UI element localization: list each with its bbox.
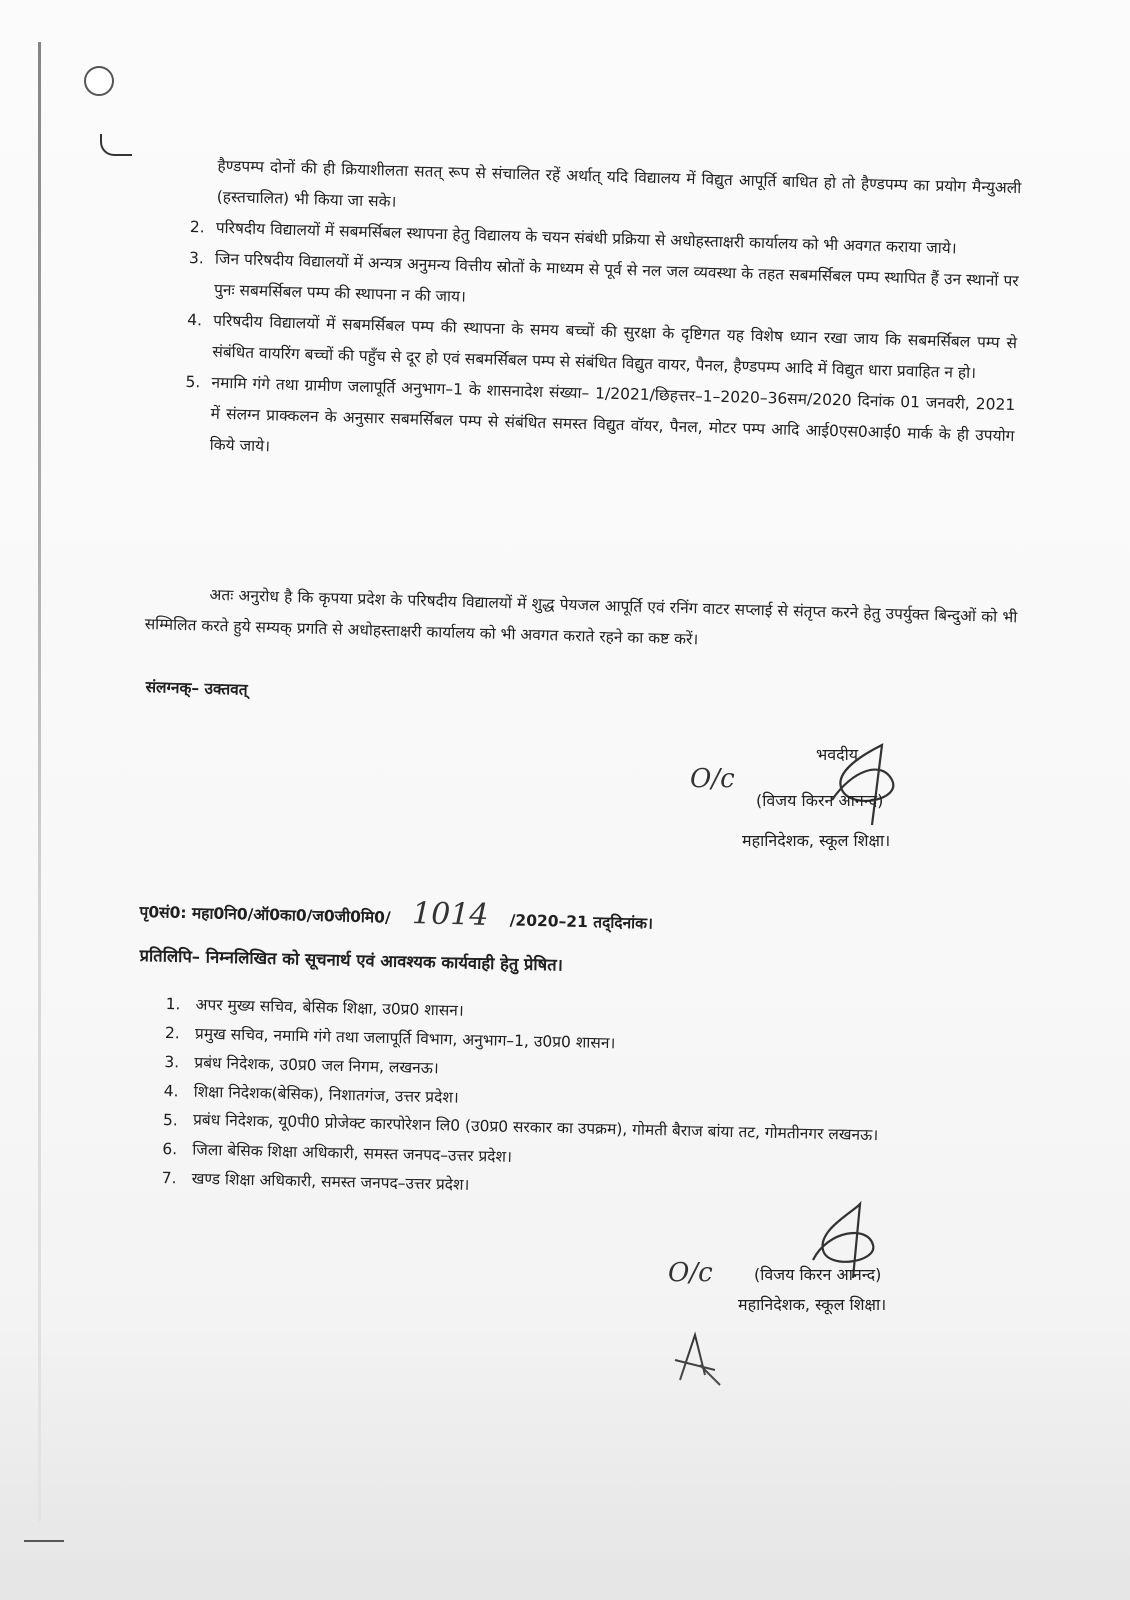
point-4: 4. परिषदीय विद्यालयों में सबमर्सिबल पम्प की स्थापना के समय बच्चों की सुरक्षा के दृष्टिगत यह विशेष ध्यान रखा जाय कि सबमर्सिबल पम्प से संबंधित वायरिंग बच्चों की पहुँच से दूर हो एवं सबमर्सिबल पम्प से संबंधित विद्युत वायर, पैनल, हैण्डपम्प आदि में विद्युत धारा प्रवाहित न हो। — [187, 310, 1018, 382]
copy-list-item: 6. जिला बेसिक शिक्षा अधिकारी, समस्त जनपद–उत्तर प्रदेश। — [162, 1139, 513, 1166]
salutation: भवदीय — [816, 745, 859, 764]
scan-edge-shadow — [38, 42, 41, 1522]
reference-line — [139, 892, 1000, 948]
scan-shadow-bottom — [0, 1330, 1130, 1600]
punch-mark — [100, 134, 132, 156]
reference-prefix: पृ0सं0: महा0नि0/ऑ0का0/ज0जी0मि0/ — [139, 902, 391, 927]
copy-list — [161, 990, 985, 1212]
point-3: 3. जिन परिषदीय विद्यालयों में अन्यत्र अनुमन्य वित्तीय स्रोतों के माध्यम से पूर्व से नल जल व्यवस्था के तहत सबमर्सिबल पम्प स्थापित हैं उन स्थानों पर पुनः सबमर्सिबल पम्प की स्थापना न की जाय। — [188, 248, 1019, 306]
point-5: 5. नमामि गंगे तथा ग्रामीण जलापूर्ति अनुभाग–1 के शासनादेश संख्या– 1/2021/छिहत्तर–1–2020–36सम/2020 दिनांक 01 जनवरी, 2021 में संलग्न प्राक्कलन के अनुसार सबमर्सिबल पम्प से संबंधित समस्त विद्युत वॉयर, पैनल, मोटर पम्प आदि आई0एस0आई0 मार्क के ही उपयोग किये जाये। — [185, 372, 1016, 456]
signature-block-1 — [690, 740, 1002, 856]
signatory-designation-2: महानिदेशक, स्कूल शिक्षा। — [738, 1295, 887, 1314]
signature-1 — [690, 764, 1002, 826]
signatory-name-1: (विजय किरन आनन्द) — [756, 791, 884, 810]
signatory-designation-1: महानिदेशक, स्कूल शिक्षा। — [742, 831, 891, 850]
letter-body — [183, 150, 1021, 483]
reference-suffix: /2020–21 तद्‌दिनांक। — [509, 911, 654, 933]
initials-2: O/c — [668, 1258, 713, 1288]
punch-hole — [84, 66, 114, 96]
enclosure-line: संलग्नक्– उक्तवत् — [145, 677, 248, 699]
reference-number: 1014 — [411, 896, 489, 933]
signature-2 — [668, 1250, 998, 1290]
continuation-paragraph: हैण्डपम्प दोनों की ही क्रियाशीलता सतत् रूप से संचालित रहें अर्थात् यदि विद्यालय में विद्युत आपूर्ति बाधित हो तो हैण्डपम्प का प्रयोग मैन्युअली (हस्तचालित) भी किया जा सके। — [216, 156, 1022, 211]
signature-scribble-1 — [812, 740, 932, 830]
copy-list-item: 7. खण्ड शिक्षा अधिकारी, समस्त जनपद–उत्तर प्रदेश। — [161, 1168, 470, 1194]
initials-1: O/c — [690, 764, 735, 794]
copy-heading: प्रतिलिपि– निम्नलिखित को सूचनार्थ एवं आवश्यक कार्यवाही हेतु प्रेषित। — [139, 945, 564, 975]
copy-list-item: 4. शिक्षा निदेशक(बेसिक), निशातगंज, उत्तर प्रदेश। — [163, 1081, 459, 1107]
copy-list-item: 1. अपर मुख्य सचिव, बेसिक शिक्षा, उ0प्र0 शासन। — [165, 994, 464, 1020]
copy-list-item: 2. प्रमुख सचिव, नमामि गंगे तथा जलापूर्ति विभाग, अनुभाग–1, उ0प्र0 शासन। — [164, 1023, 616, 1053]
point-2: 2. परिषदीय विद्यालयों में सबमर्सिबल स्थापना हेतु विद्यालय के चयन संबंधी प्रक्रिया से अधोहस्ताक्षरी कार्यालय को भी अवगत कराया जाये। — [189, 217, 957, 258]
scan-mark-bottom — [24, 1540, 64, 1542]
copy-list-item: 3. प्रबंध निदेशक, उ0प्र0 जल निगम, लखनऊ। — [164, 1052, 439, 1078]
closing-paragraph: अतः अनुरोध है कि कृपया प्रदेश के परिषदीय विद्यालयों में शुद्ध पेयजल आपूर्ति एवं रनिंग वाटर सप्लाई से संतृप्त करने हेतु उपर्युक्त बिन्दुओं को भी सम्मिलित करते हुये सम्यक् प्रगति से अधोहस्ताक्षरी कार्यालय को भी अवगत कराते रहने का कष्ट करें। — [144, 585, 1018, 649]
copy-list-item: 5. प्रबंध निदेशक, यू0पी0 प्रोजेक्ट कारपोरेशन लि0 (उ0प्र0 सरकार का उपक्रम), गोमती बैराज बांया तट, गोमतीनगर लखनऊ। — [162, 1110, 879, 1145]
signatory-name-2: (विजय किरन आनन्द) — [754, 1265, 882, 1284]
signature-block-2 — [668, 1250, 998, 1320]
